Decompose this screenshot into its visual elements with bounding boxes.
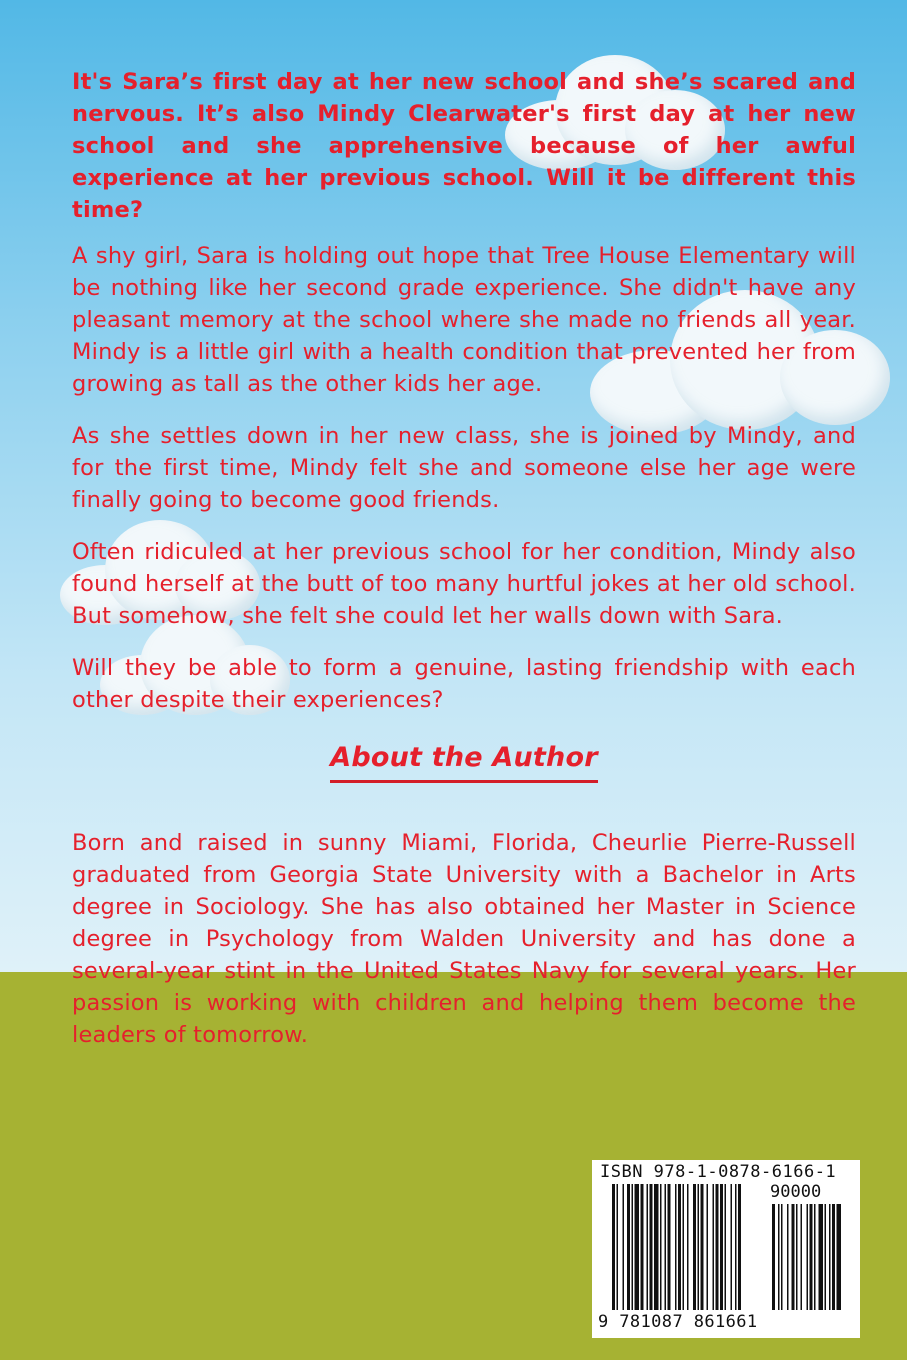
price-code: 90000 (770, 1182, 822, 1202)
barcode-bars (612, 1184, 847, 1312)
blurb-paragraph-3: Often ridiculed at her previous school for her condition, Mindy also found herself at the butt of too many hurtful jokes at her old school. But somehow, she felt she could let her walls down with Sara. (72, 539, 856, 629)
blurb-paragraph-1: A shy girl, Sara is holding out hope that Tree House Elementary will be nothing like her second grade experience. She didn't have any pleasant memory at the school where she made no friends all year. Mindy is a little girl with a health condition that prevented her from growing as tall as the other kids her age. (72, 243, 856, 397)
ean-digits: 9 781087 861661 (598, 1312, 758, 1332)
author-bio: Born and raised in sunny Miami, Florida, Cheurlie Pierre-Russell graduated from Georgia State University with a Bachelor in Arts degree in Sociology. She has also obtained her Master in Science degree in Psychology from Walden University and has done a several-year stint in the United States Navy for several years. Her passion is working with children and helping them become the leaders of tomorrow. (72, 830, 856, 1048)
isbn-barcode (592, 1160, 860, 1338)
blurb-lead: It's Sara’s first day at her new school and she’s scared and nervous. It’s also Mindy Clearwater's first day at her new school and she apprehensive because of her awful experience at her previous school. Will it be different this time? (72, 69, 856, 223)
back-cover-text (72, 66, 856, 1071)
heading-underline (330, 780, 598, 783)
blurb-paragraph-4: Will they be able to form a genuine, lasting friendship with each other despite their experiences? (72, 655, 856, 713)
about-author-heading: About the Author (330, 742, 598, 773)
isbn-label: ISBN 978-1-0878-6166-1 (600, 1162, 837, 1182)
blurb-paragraph-2: As she settles down in her new class, she is joined by Mindy, and for the first time, Mindy felt she and someone else her age were finally going to become good friends. (72, 423, 856, 513)
